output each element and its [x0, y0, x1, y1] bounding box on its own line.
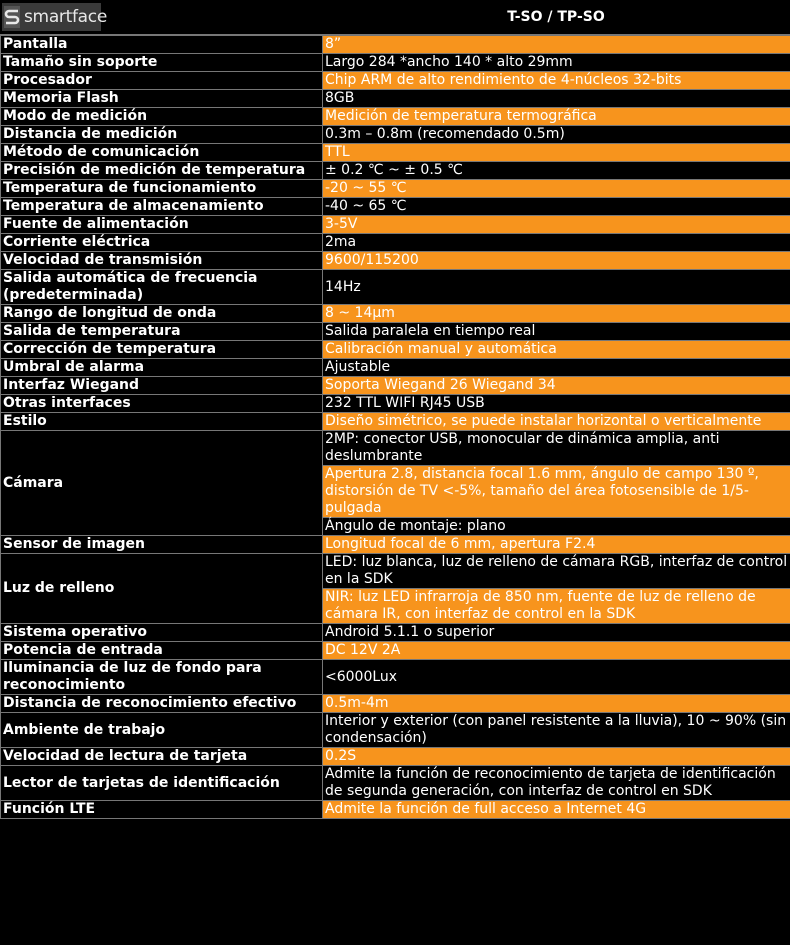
spec-label: Corrección de temperatura: [1, 341, 323, 359]
brand-logo: [2, 3, 107, 31]
table-row: [1, 90, 790, 108]
spec-value: 0.5m-4m: [323, 695, 790, 713]
brand-mark-icon: [4, 6, 20, 28]
spec-value: Calibración manual y automática: [323, 341, 790, 359]
spec-label: Luz de relleno: [1, 554, 323, 624]
spec-value: Interior y exterior (con panel resistente a la lluvia), 10 ~ 90% (sin condensación): [323, 713, 790, 748]
spec-label: Rango de longitud de onda: [1, 305, 323, 323]
table-row: [1, 144, 790, 162]
table-row: [1, 766, 790, 801]
table-row: [1, 377, 790, 395]
spec-label: Lector de tarjetas de identificación: [1, 766, 323, 801]
table-row: [1, 162, 790, 180]
table-row: [1, 180, 790, 198]
spec-table-body: [1, 36, 790, 819]
spec-label: Función LTE: [1, 801, 323, 819]
spec-value: 232 TTL WIFI RJ45 USB: [323, 395, 790, 413]
spec-label: Otras interfaces: [1, 395, 323, 413]
spec-label: Fuente de alimentación: [1, 216, 323, 234]
table-row: [1, 660, 790, 695]
spec-label: Memoria Flash: [1, 90, 323, 108]
spec-value: 14Hz: [323, 270, 790, 305]
spec-label: Iluminancia de luz de fondo para reconocimiento: [1, 660, 323, 695]
table-row: [1, 108, 790, 126]
table-row: [1, 748, 790, 766]
spec-value: 2ma: [323, 234, 790, 252]
table-row: [1, 234, 790, 252]
table-row: [1, 536, 790, 554]
page-title: T-SO / TP-SO: [507, 9, 605, 25]
table-row: [1, 216, 790, 234]
spec-label: Ambiente de trabajo: [1, 713, 323, 748]
spec-label: Pantalla: [1, 36, 323, 54]
table-row: [1, 713, 790, 748]
spec-label: Interfaz Wiegand: [1, 377, 323, 395]
spec-value: Apertura 2.8, distancia focal 1.6 mm, ángulo de campo 130 º, distorsión de TV <-5%, tamaño del área fotosensible de 1/5-pulgada: [323, 466, 790, 518]
spec-value: 0.3m – 0.8m (recomendado 0.5m): [323, 126, 790, 144]
spec-value: Chip ARM de alto rendimiento de 4-núcleos 32-bits: [323, 72, 790, 90]
spec-value: -40 ~ 65 ℃: [323, 198, 790, 216]
table-row: [1, 801, 790, 819]
header-bar: [0, 0, 790, 35]
table-row: [1, 270, 790, 305]
spec-label: Método de comunicación: [1, 144, 323, 162]
spec-label: Velocidad de lectura de tarjeta: [1, 748, 323, 766]
spec-label: Corriente eléctrica: [1, 234, 323, 252]
table-row: [1, 126, 790, 144]
spec-label: Sensor de imagen: [1, 536, 323, 554]
table-row: [1, 54, 790, 72]
table-row: [1, 198, 790, 216]
spec-value: LED: luz blanca, luz de relleno de cámara RGB, interfaz de control en la SDK: [323, 554, 790, 589]
table-row: [1, 431, 790, 466]
spec-value: Salida paralela en tiempo real: [323, 323, 790, 341]
spec-value: 0.2S: [323, 748, 790, 766]
spec-value: Longitud focal de 6 mm, apertura F2.4: [323, 536, 790, 554]
table-row: [1, 36, 790, 54]
spec-value: 8”: [323, 36, 790, 54]
spec-label: Potencia de entrada: [1, 642, 323, 660]
spec-value: 9600/115200: [323, 252, 790, 270]
spec-value: ± 0.2 ℃ ~ ± 0.5 ℃: [323, 162, 790, 180]
table-row: [1, 305, 790, 323]
spec-value: Admite la función de full acceso a Internet 4G: [323, 801, 790, 819]
spec-value: DC 12V 2A: [323, 642, 790, 660]
table-row: [1, 642, 790, 660]
spec-label: Precisión de medición de temperatura: [1, 162, 323, 180]
spec-label: Temperatura de almacenamiento: [1, 198, 323, 216]
spec-value: TTL: [323, 144, 790, 162]
spec-value: Medición de temperatura termográfica: [323, 108, 790, 126]
spec-value: 8 ~ 14μm: [323, 305, 790, 323]
spec-value: NIR: luz LED infrarroja de 850 nm, fuente de luz de relleno de cámara IR, con interfaz de control en la SDK: [323, 589, 790, 624]
table-row: [1, 413, 790, 431]
spec-value: Soporta Wiegand 26 Wiegand 34: [323, 377, 790, 395]
spec-label: Tamaño sin soporte: [1, 54, 323, 72]
spec-label: Distancia de reconocimiento efectivo: [1, 695, 323, 713]
spec-table: [0, 35, 790, 819]
spec-label: Distancia de medición: [1, 126, 323, 144]
spec-label: Sistema operativo: [1, 624, 323, 642]
spec-value: Ajustable: [323, 359, 790, 377]
spec-value: Ángulo de montaje: plano: [323, 518, 790, 536]
brand-name: smartface: [24, 7, 107, 27]
table-row: [1, 359, 790, 377]
spec-label: Modo de medición: [1, 108, 323, 126]
spec-value: Diseño simétrico, se puede instalar horizontal o verticalmente: [323, 413, 790, 431]
spec-value: <6000Lux: [323, 660, 790, 695]
spec-label: Salida automática de frecuencia (predeterminada): [1, 270, 323, 305]
table-row: [1, 341, 790, 359]
table-row: [1, 252, 790, 270]
table-row: [1, 395, 790, 413]
spec-label: Umbral de alarma: [1, 359, 323, 377]
spec-label: Procesador: [1, 72, 323, 90]
spec-label: Temperatura de funcionamiento: [1, 180, 323, 198]
spec-value: Largo 284 *ancho 140 * alto 29mm: [323, 54, 790, 72]
spec-value: 3-5V: [323, 216, 790, 234]
spec-label: Cámara: [1, 431, 323, 536]
spec-value: 8GB: [323, 90, 790, 108]
spec-value: -20 ~ 55 ℃: [323, 180, 790, 198]
table-row: [1, 323, 790, 341]
table-row: [1, 624, 790, 642]
spec-label: Estilo: [1, 413, 323, 431]
spec-label: Salida de temperatura: [1, 323, 323, 341]
table-row: [1, 554, 790, 589]
spec-value: Android 5.1.1 o superior: [323, 624, 790, 642]
table-row: [1, 695, 790, 713]
spec-value: 2MP: conector USB, monocular de dinámica amplia, anti deslumbrante: [323, 431, 790, 466]
spec-value: Admite la función de reconocimiento de tarjeta de identificación de segunda generación, con interfaz de control en SDK: [323, 766, 790, 801]
spec-label: Velocidad de transmisión: [1, 252, 323, 270]
table-row: [1, 72, 790, 90]
